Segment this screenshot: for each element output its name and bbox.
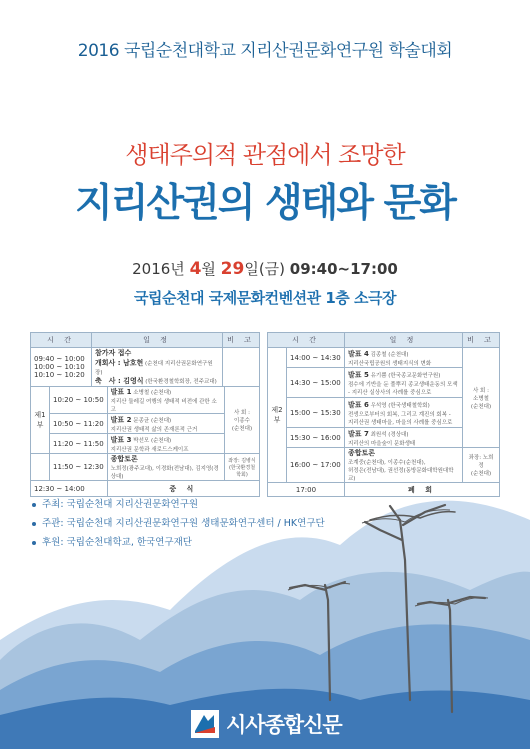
date-day-unit: 일(금)	[244, 260, 290, 278]
row-time: 15:30 ~ 16:00	[287, 428, 345, 448]
table-header-row	[31, 333, 260, 348]
header-program: 일 정	[344, 333, 462, 348]
row-time: 15:00 ~ 15:30	[287, 398, 345, 428]
row-program: 발표 1 소병철 (순천대) 지리산 둘레길 여행의 생태적 비전에 관한 소고	[107, 387, 224, 414]
row-time: 12:30 ~ 14:00	[31, 481, 108, 497]
header-time: 시 간	[31, 333, 92, 348]
event-venue: 국립순천대 국제문화컨벤션관 1층 소극장	[134, 289, 396, 307]
opening-speech-affil: (순천대 지리산권문화연구원장)	[95, 361, 213, 376]
discussion-chair-2: 좌장: 노희정 (순천대)	[463, 448, 500, 483]
row-program: 발표 7 최원석 (경상대) 지리산의 마을숲이 문화생태	[344, 428, 462, 448]
schedule-table-part1-sessions	[30, 386, 260, 497]
row-program: 발표 4 김종철 (순천대) 지리산국립공원의 생태지식의 변화	[344, 348, 462, 368]
congrats-speech-label: 축 사 : 김영식	[95, 377, 144, 385]
row-program: 종합토론 노희정(광주교대), 이경화(전남대), 김지영(경상대)	[107, 454, 224, 481]
schedule-table-part1	[30, 332, 260, 387]
opening-program	[92, 348, 223, 387]
date-day: 29	[220, 259, 245, 279]
header-program: 일 정	[92, 333, 223, 348]
credit-host: 주최: 국립순천대 지리산권문화연구원	[32, 496, 198, 510]
table-row	[268, 448, 500, 483]
event-subtitle: 생태주의적 관점에서 조망한	[125, 141, 405, 169]
date-month: 4	[189, 259, 202, 279]
table-row	[31, 454, 260, 481]
row-time: 11:20 ~ 11:50	[50, 434, 108, 454]
conference-title: 2016 국립순천대학교 지리산권문화연구원 학술대회	[77, 41, 453, 61]
event-time: 09:40~17:00	[289, 260, 398, 278]
registration-label: 참가자 접수	[95, 349, 132, 357]
schedule-table-part2	[267, 332, 500, 497]
opening-time-1: 09:40 ~ 10:00	[34, 355, 85, 363]
closing-label: 폐 회	[344, 483, 499, 497]
row-program: 종합토론 조계중(순천대), 이종수(순천대), 허정은(전남대), 권선정(동방문화대학원대학교)	[344, 448, 462, 483]
row-program: 발표 6 우석영 (한국생태철학회) 전생으로부터의 회복, 그리고 계진의 회복 - 지리산권 생태마을, 마을의 사례를 중심으로	[344, 398, 462, 428]
table-header-row	[268, 333, 500, 348]
session-moderator-2: 사 회 : 소병철 (순천대)	[463, 348, 500, 448]
session-label-1: 제1부	[31, 387, 50, 454]
row-program: 발표 3 박선모 (순천대) 지리산권 문학과 새로드스케이프	[107, 434, 224, 454]
header-note: 비 고	[463, 333, 500, 348]
row-time: 16:00 ~ 17:00	[287, 448, 345, 483]
credit-sponsor: 후원: 국립순천대학교, 한국연구재단	[32, 534, 192, 548]
discussion-chair-1: 좌장: 김병식 (한국환경철학회)	[225, 454, 260, 481]
date-year: 2016년	[132, 260, 190, 278]
congrats-speech-affil: (한국환경철학회장, 전주교대)	[143, 379, 217, 385]
table-row	[31, 387, 260, 414]
publisher-name: 시사종합신문	[226, 713, 342, 737]
publisher-logo-icon	[190, 709, 220, 739]
date-month-unit: 월	[201, 260, 221, 278]
header-time: 시 간	[268, 333, 345, 348]
event-date	[0, 258, 530, 279]
row-time: 11:50 ~ 12:30	[50, 454, 108, 481]
row-time: 14:30 ~ 15:00	[287, 368, 345, 398]
opening-row	[31, 348, 260, 387]
table-row	[268, 348, 500, 368]
opening-time-3: 10:10 ~ 10:20	[34, 371, 85, 379]
table-row	[268, 483, 500, 497]
row-time: 14:00 ~ 14:30	[287, 348, 345, 368]
bullet-icon	[32, 522, 36, 526]
header-note: 비 고	[223, 333, 260, 348]
credit-organizer: 주관: 국립순천대 지리산권문화연구원 생태문화연구센터 / HK연구단	[32, 515, 325, 529]
opening-time-2: 10:00 ~ 10:10	[34, 363, 85, 371]
session-moderator-1: 사 회 : 이종수 (순천대)	[225, 387, 260, 454]
row-time: 17:00	[268, 483, 345, 497]
event-main-title: 지리산권의 생태와 문화	[75, 181, 455, 226]
opening-speech-label: 개회사 : 남호현	[95, 359, 144, 367]
publisher-logo	[190, 706, 342, 742]
row-program: 발표 5 유기쁨 (한국종교문화연구원) 점수에 기반을 둔 풀뿌리 종교생태운동의 모색 - 지리산 실상사의 사례를 중심으로	[344, 368, 462, 398]
bullet-icon	[32, 541, 36, 545]
row-program: 발표 2 문종균 (순천대) 지리산권 생태적 삶의 존재론적 근거	[107, 414, 224, 434]
lunch-label: 중 식	[107, 481, 259, 497]
opening-times	[31, 348, 92, 387]
row-time: 10:20 ~ 10:50	[50, 387, 108, 414]
bullet-icon	[32, 503, 36, 507]
row-time: 10:50 ~ 11:20	[50, 414, 108, 434]
table-row	[31, 481, 260, 497]
session-label-2: 제2부	[268, 348, 287, 483]
